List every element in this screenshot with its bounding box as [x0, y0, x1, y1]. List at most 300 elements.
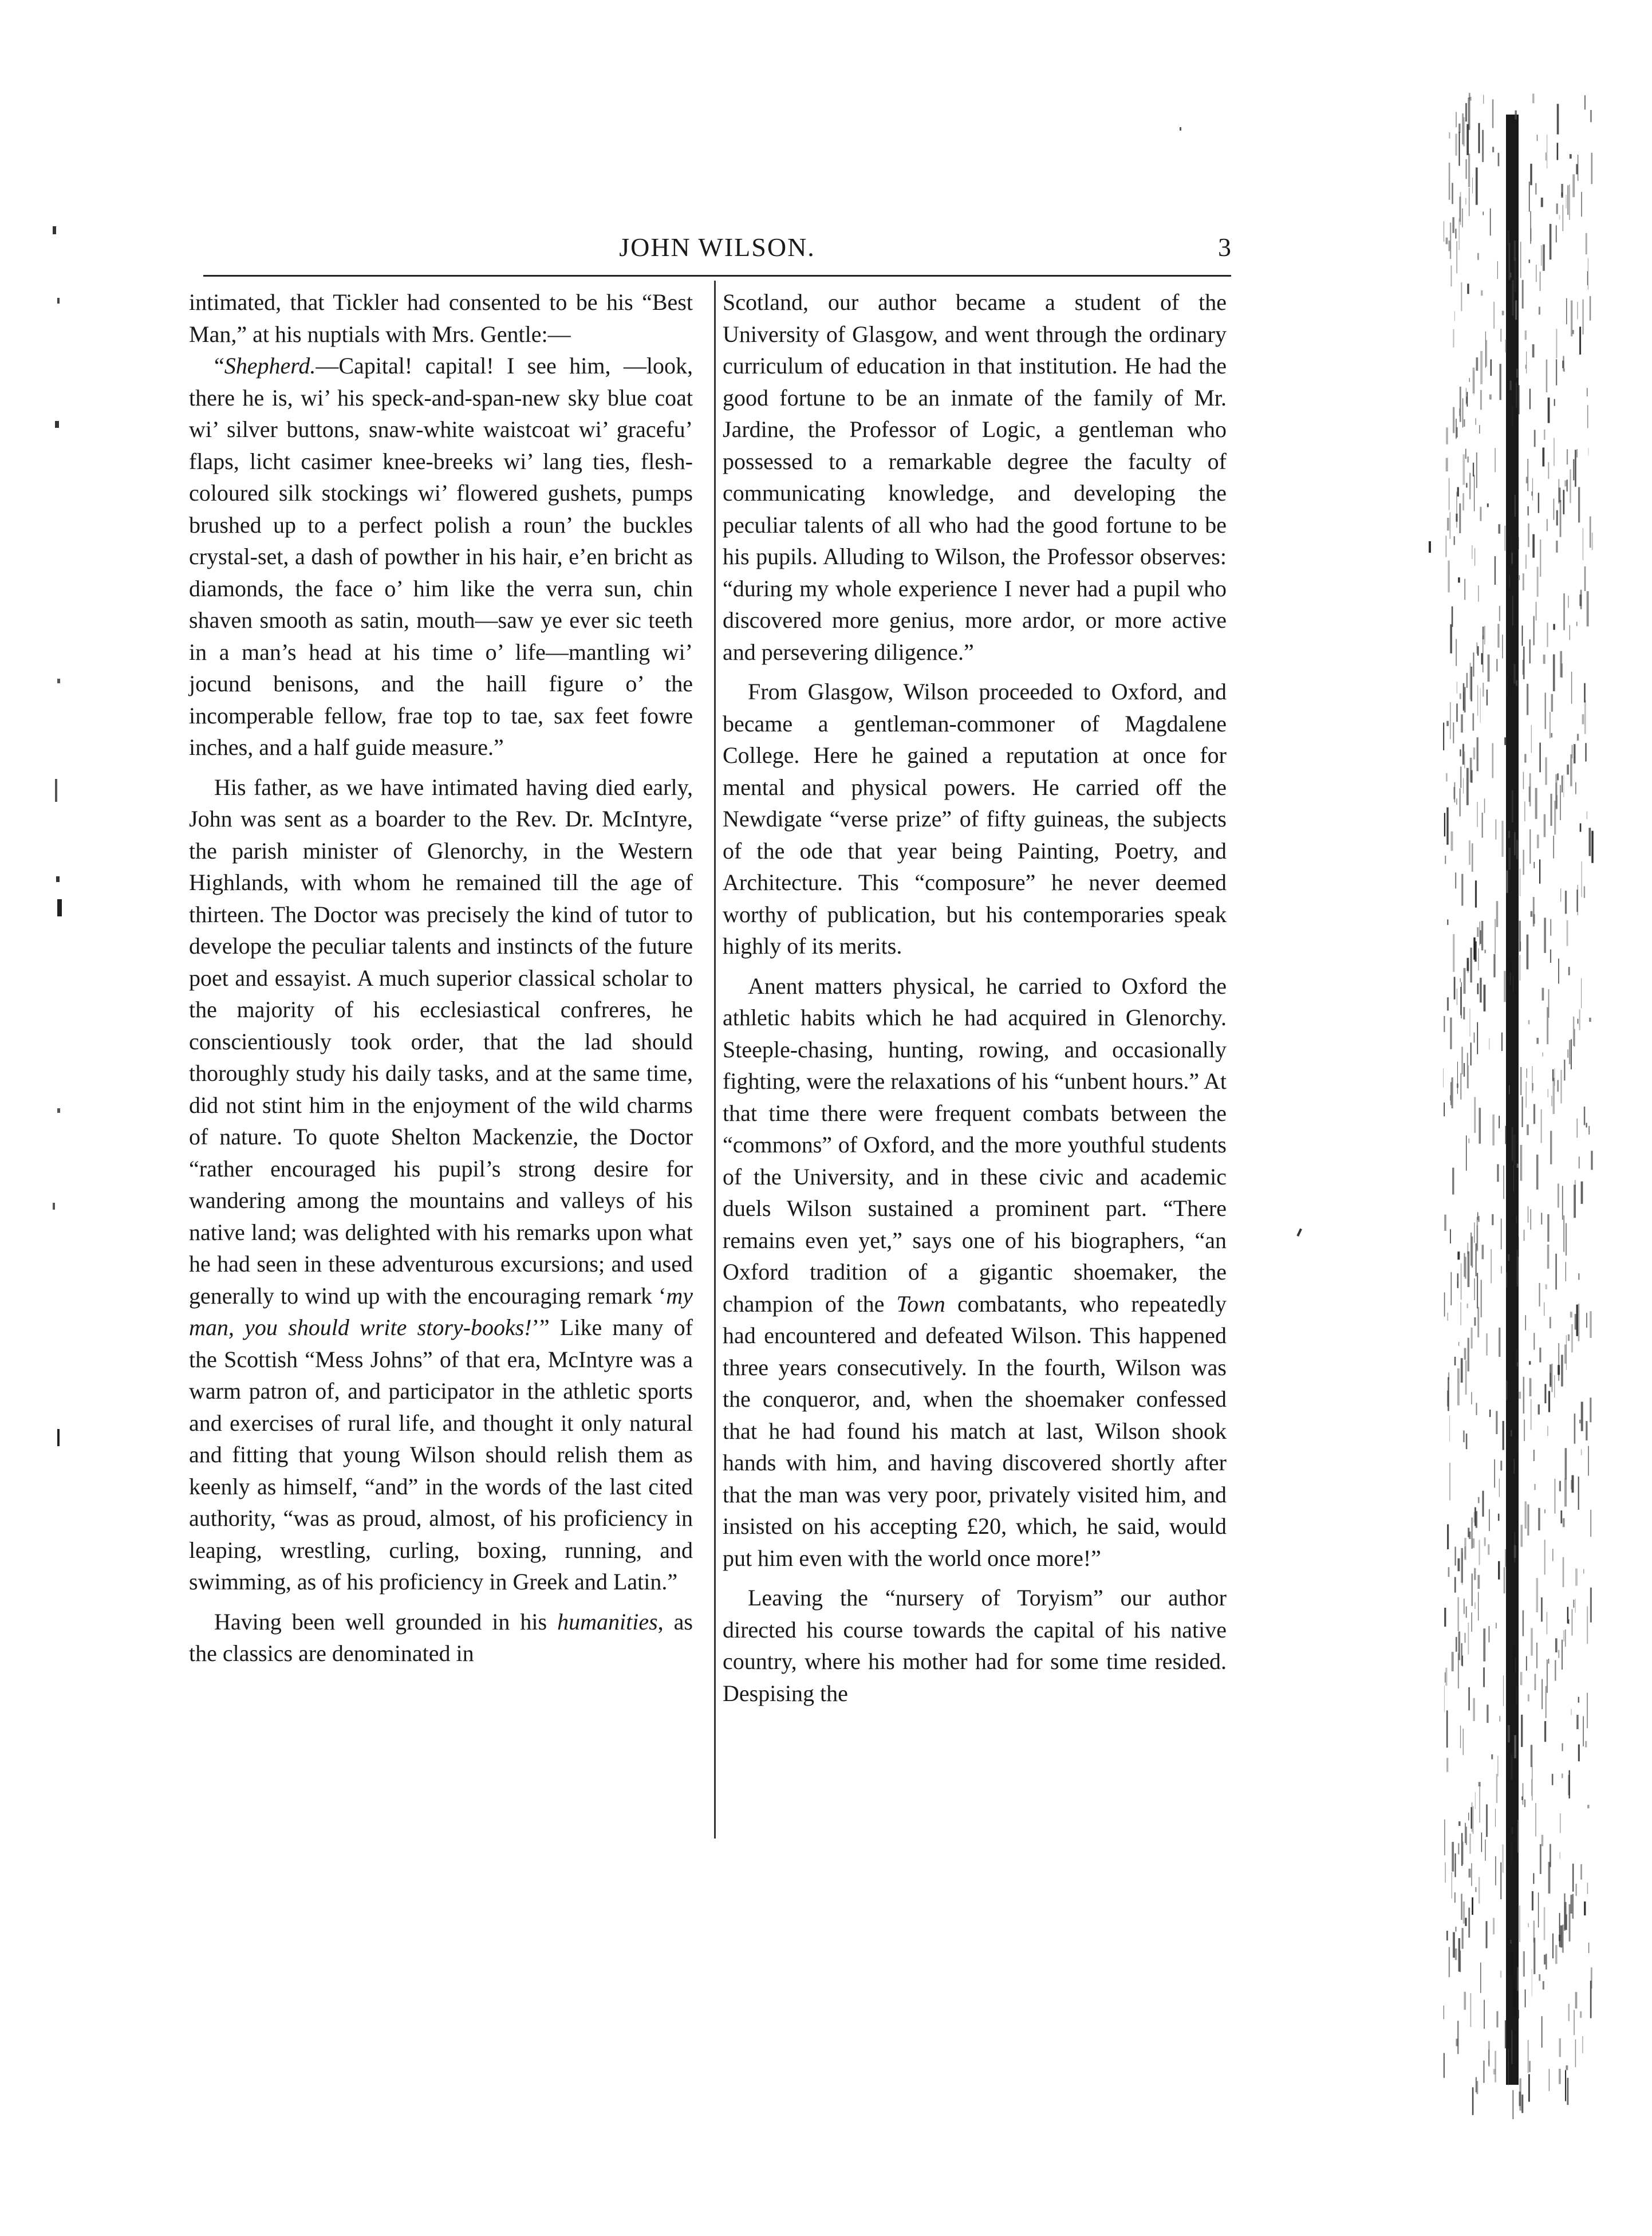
edge-speck [1590, 1510, 1591, 1537]
edge-speck [1499, 1328, 1500, 1357]
edge-speck [1460, 1073, 1462, 1100]
edge-speck [1565, 1629, 1566, 1647]
edge-speck [1449, 1947, 1450, 1977]
edge-speck [1508, 848, 1511, 869]
edge-speck [1458, 124, 1460, 133]
edge-speck [1576, 1305, 1579, 1336]
header-rule [203, 275, 1231, 277]
edge-speck [1511, 959, 1512, 990]
edge-speck [1535, 788, 1537, 819]
edge-speck [1474, 1568, 1476, 1580]
edge-speck [1503, 1421, 1504, 1450]
edge-speck [1541, 1213, 1542, 1225]
edge-speck [1487, 1704, 1488, 1723]
edge-speck [1541, 1597, 1543, 1621]
edge-speck [1544, 1540, 1545, 1574]
edge-speck [1512, 406, 1513, 426]
edge-speck [1448, 561, 1449, 593]
edge-speck [1545, 692, 1546, 729]
edge-speck [1466, 673, 1468, 688]
edge-speck [1560, 1510, 1562, 1524]
edge-speck [1472, 843, 1473, 872]
edge-speck [1477, 1212, 1478, 1220]
edge-speck [1554, 399, 1555, 406]
edge-speck [1585, 743, 1587, 761]
edge-speck [1520, 1145, 1522, 1181]
edge-speck [1465, 103, 1467, 121]
edge-speck [1551, 694, 1554, 712]
edge-speck [1589, 1018, 1591, 1022]
edge-speck [1536, 1578, 1539, 1612]
edge-speck [1569, 184, 1570, 220]
edge-speck [1542, 988, 1544, 1001]
edge-speck [1518, 2010, 1519, 2018]
edge-speck [1474, 548, 1475, 566]
edge-speck [1473, 938, 1475, 960]
edge-speck [1536, 1643, 1537, 1668]
edge-speck [1550, 1317, 1551, 1328]
edge-speck [1482, 1245, 1484, 1259]
edge-speck [1512, 280, 1514, 316]
edge-speck [1583, 1716, 1584, 1746]
edge-speck [1570, 1895, 1572, 1914]
edge-speck [1462, 113, 1464, 144]
edge-speck [1516, 369, 1517, 377]
edge-speck [1511, 1430, 1512, 1436]
edge-speck [1545, 1954, 1547, 1969]
edge-speck [1444, 1608, 1446, 1627]
edge-speck [1472, 1573, 1473, 1606]
edge-speck [1484, 2000, 1485, 2029]
edge-speck [1449, 512, 1450, 539]
edge-speck [1468, 1528, 1469, 1537]
edge-speck [1564, 1060, 1565, 1081]
edge-speck [1465, 449, 1466, 459]
edge-speck [1544, 1509, 1545, 1513]
edge-speck [1493, 954, 1495, 978]
edge-speck [1456, 492, 1457, 528]
edge-speck [1479, 1108, 1481, 1144]
edge-speck [1519, 1392, 1521, 1399]
edge-speck [1516, 870, 1518, 886]
edge-speck [1512, 2090, 1513, 2119]
edge-speck [1571, 1709, 1572, 1715]
edge-speck [1528, 1206, 1529, 1223]
edge-speck [1579, 1009, 1580, 1030]
left-paragraph-1: intimated, that Tickler had consented to be his “Best Man,” at his nuptials with Mrs. Gentle:— [189, 289, 693, 347]
edge-speck [1527, 459, 1528, 491]
edge-speck [1477, 1022, 1478, 1054]
edge-speck [1568, 967, 1570, 975]
edge-speck [1492, 1115, 1495, 1145]
edge-speck [1541, 2016, 1543, 2048]
edge-speck [1447, 997, 1449, 1010]
edge-speck [1504, 1567, 1505, 1593]
edge-speck [1529, 786, 1531, 802]
edge-speck [1574, 744, 1576, 763]
edge-speck [1500, 1716, 1501, 1722]
edge-speck [1538, 1892, 1539, 1927]
edge-speck [1468, 1338, 1469, 1372]
edge-speck [1454, 1547, 1456, 1566]
edge-speck [1584, 1902, 1586, 1915]
edge-speck [1461, 1893, 1462, 1920]
edge-speck [1557, 104, 1559, 134]
edge-speck [1453, 787, 1455, 799]
edge-speck [1452, 607, 1453, 627]
edge-speck [1550, 1131, 1552, 1164]
edge-speck [1456, 798, 1457, 805]
edge-speck [1538, 493, 1539, 513]
edge-speck [1533, 1104, 1535, 1124]
edge-speck [1533, 1450, 1535, 1461]
edge-speck [1550, 712, 1551, 738]
edge-speck [1592, 533, 1593, 550]
edge-speck [1559, 2069, 1561, 2084]
edge-speck [1491, 359, 1492, 376]
edge-speck [1522, 625, 1523, 645]
edge-speck [1446, 238, 1448, 245]
edge-speck [1529, 1378, 1532, 1396]
edge-speck [1567, 449, 1568, 464]
edge-speck [1495, 1809, 1496, 1826]
edge-speck [1473, 652, 1474, 676]
edge-speck [1523, 772, 1524, 789]
edge-speck [1510, 273, 1511, 278]
edge-speck [1461, 282, 1462, 311]
edge-speck [1475, 1887, 1477, 1892]
edge-speck [1562, 775, 1563, 792]
edge-speck [1452, 1842, 1454, 1872]
edge-speck [1516, 1350, 1517, 1367]
edge-speck [1516, 382, 1517, 407]
edge-speck [1472, 2087, 1474, 2115]
edge-speck [1477, 1217, 1478, 1251]
edge-speck [1540, 271, 1541, 291]
paragraph-text: His father, as we have intimated having died early, John was sent as a boarder to the Rev. Dr. McIntyre, the parish minister of Glenorchy, in the Western Highlands, with whom he remained till the age of thirteen. The Doctor was precisely the kind of tutor to develope the peculiar talents and instincts of the future poet and essayist. A much superior classical scholar to the majority of his ecclesiastical confreres, he conscientiously took order, that the lad should thoroughly study his daily tasks, and at the same time, did not stint him in the enjoyment of the wild charms of nature. To quote Shelton Mackenzie, the Doctor “rather encouraged his pupil’s strong desire for wandering among the mountains and valleys of his native land; was delighted with his remarks upon what he had seen in these adventurous excursions; and used generally to wind up with the encouraging remark ‘ [189, 774, 693, 1309]
edge-speck [1560, 1813, 1561, 1833]
edge-speck [1468, 1065, 1469, 1089]
edge-speck [1579, 1420, 1580, 1423]
edge-speck [1524, 1800, 1525, 1807]
edge-speck [1481, 1833, 1482, 1852]
edge-speck [1548, 1391, 1550, 1412]
edge-speck [1522, 280, 1524, 309]
edge-speck [1466, 1304, 1468, 1308]
edge-speck [1454, 1577, 1456, 1593]
edge-speck [1505, 340, 1507, 353]
edge-speck [1477, 737, 1478, 771]
edge-speck [1563, 205, 1564, 231]
edge-speck [1496, 659, 1497, 672]
edge-speck [1574, 1185, 1576, 1218]
edge-speck [1471, 1518, 1473, 1549]
edge-speck [1490, 208, 1491, 236]
edge-speck [1526, 554, 1527, 569]
edge-speck [1552, 1774, 1554, 1785]
edge-speck [1519, 575, 1520, 580]
edge-speck [1546, 360, 1548, 392]
edge-speck [1532, 534, 1535, 558]
edge-speck [1464, 1063, 1465, 1077]
edge-speck [1444, 1215, 1446, 1231]
edge-speck [1505, 1126, 1507, 1144]
edge-speck [1477, 685, 1478, 715]
edge-speck [1485, 950, 1486, 953]
edge-speck [1542, 1053, 1543, 1057]
left-paragraph-3 [189, 771, 693, 1598]
edge-speck [1508, 1725, 1510, 1742]
edge-speck [1482, 130, 1484, 162]
edge-speck [1556, 225, 1557, 242]
edge-speck [1483, 635, 1484, 672]
edge-speck [1588, 1126, 1590, 1135]
edge-speck [1590, 1398, 1591, 1422]
edge-speck [1519, 385, 1520, 414]
edge-speck [1475, 1243, 1477, 1277]
edge-speck [1534, 430, 1536, 447]
edge-speck [1483, 212, 1484, 215]
paragraph-text: Having been well grounded in his [214, 1608, 558, 1635]
edge-speck [1556, 510, 1558, 526]
edge-speck [1474, 1097, 1476, 1133]
edge-speck [1529, 389, 1531, 410]
edge-speck [1504, 971, 1506, 1002]
edge-speck [1573, 1600, 1574, 1608]
edge-speck [1535, 1674, 1536, 1691]
edge-speck [1523, 1611, 1524, 1636]
edge-speck [1539, 307, 1540, 315]
edge-speck [1495, 919, 1496, 954]
edge-speck [1462, 208, 1463, 227]
edge-speck [1443, 723, 1444, 750]
edge-speck [1476, 357, 1478, 371]
edge-speck [1524, 801, 1525, 821]
edge-speck [1453, 329, 1454, 348]
edge-speck [1482, 813, 1483, 838]
edge-speck [1466, 768, 1469, 805]
edge-speck [1463, 692, 1464, 710]
edge-speck [1496, 901, 1499, 927]
edge-speck [1566, 2065, 1568, 2070]
edge-speck [1560, 888, 1561, 902]
left-paragraph-4 [189, 1606, 693, 1670]
edge-speck [1498, 524, 1500, 534]
edge-speck [1454, 311, 1455, 321]
paragraph-text: combatants, who repeatedly had encountered and defeated Wilson. This happened three years consecutively. In the fourth, Wilson was the conqueror, and, when the shoemaker confessed that he had found his match at last, Wilson shook hands with him, and having discovered shortly after that the man was very poor, privately visited him, and insisted on his accepting £20, which, he said, would put him even with the world once more!” [723, 1290, 1227, 1571]
edge-speck [1553, 836, 1554, 859]
paragraph-text: Anent matters physical, he carried to Oxford the athletic habits which he had acquired in Glenorchy. Steeple-chasing, hunting, rowing, and occasionally fighting, were the relaxations of his “unbent hours.” At that time there were frequent combats between the “commons” of Oxford, and the more youthful students of the University, and in these civic and academic duels Wilson sustained a prominent part. “There remains even yet,” says one of his biographers, “an Oxford tradition of a gigantic shoemaker, the champion of the [723, 973, 1227, 1317]
edge-speck [1459, 196, 1461, 222]
edge-speck [1514, 1459, 1515, 1474]
edge-speck [1472, 178, 1473, 193]
edge-speck [1537, 834, 1539, 848]
edge-speck [1511, 1754, 1513, 1780]
edge-speck [1563, 1557, 1564, 1587]
edge-speck [1544, 814, 1546, 837]
edge-speck [1453, 407, 1454, 434]
edge-speck [1577, 734, 1579, 741]
edge-speck [1528, 1923, 1529, 1927]
edge-speck [1505, 2020, 1506, 2048]
edge-speck [1463, 1007, 1465, 1019]
edge-speck [1517, 1237, 1519, 1257]
edge-speck [1553, 654, 1555, 691]
edge-speck [1464, 1253, 1465, 1277]
edge-speck [1534, 1484, 1536, 1490]
edge-speck [1541, 245, 1542, 266]
edge-speck [1571, 672, 1572, 704]
edge-speck [1578, 1273, 1580, 1280]
edge-speck [1584, 95, 1586, 109]
edge-speck [1474, 1278, 1475, 1300]
edge-speck [1469, 378, 1470, 382]
edge-speck [1445, 536, 1446, 557]
edge-speck [1448, 241, 1450, 251]
edge-speck [1513, 664, 1515, 683]
edge-speck [1567, 1607, 1568, 1624]
edge-speck [1517, 1164, 1519, 1168]
edge-speck [1515, 111, 1517, 120]
edge-speck [1483, 1628, 1485, 1662]
edge-speck [1531, 1745, 1533, 1767]
edge-speck [1458, 1632, 1461, 1660]
speaker-name: Shepherd. [224, 353, 316, 379]
edge-speck [1499, 1116, 1500, 1128]
edge-speck [1526, 477, 1528, 483]
edge-speck [1548, 1659, 1549, 1664]
edge-speck [1565, 891, 1567, 914]
edge-speck [1470, 948, 1472, 983]
edge-speck [1562, 1924, 1564, 1952]
edge-speck [1547, 1245, 1550, 1269]
edge-speck [1515, 1990, 1516, 2014]
edge-speck [1571, 1324, 1573, 1352]
edge-speck [1475, 880, 1477, 907]
edge-speck [1532, 1066, 1533, 1093]
edge-speck [1478, 1782, 1481, 1786]
edge-speck [1497, 624, 1499, 648]
edge-speck [1477, 1307, 1479, 1337]
edge-speck [1526, 352, 1527, 373]
edge-speck [1559, 1481, 1561, 1491]
edge-speck [1565, 2070, 1566, 2101]
edge-speck [1561, 184, 1563, 198]
edge-speck [1552, 1934, 1554, 1959]
edge-speck [1493, 302, 1495, 329]
edge-speck [1541, 1679, 1542, 1710]
edge-speck [1539, 1348, 1541, 1363]
edge-speck [1552, 1549, 1553, 1561]
edge-speck [1450, 1229, 1451, 1243]
edge-speck [1445, 856, 1446, 864]
edge-speck [1484, 985, 1486, 1011]
edge-speck [1447, 1524, 1449, 1549]
edge-speck [1462, 744, 1464, 765]
page-header [203, 232, 1231, 275]
edge-speck [1450, 624, 1452, 654]
edge-speck [1528, 2040, 1529, 2073]
edge-speck [1574, 1414, 1576, 1444]
edge-speck [1469, 840, 1470, 865]
edge-speck [1458, 577, 1460, 582]
edge-speck [1465, 1918, 1466, 1926]
edge-speck [1527, 684, 1528, 715]
edge-speck [1529, 182, 1530, 212]
edge-speck [1533, 1920, 1535, 1942]
edge-speck [1507, 676, 1508, 696]
edge-speck [1474, 1033, 1475, 1043]
edge-speck [1471, 770, 1473, 783]
edge-speck [1569, 1770, 1570, 1798]
edge-speck [1495, 820, 1496, 840]
edge-speck [1451, 1272, 1452, 1305]
edge-speck [1534, 862, 1535, 868]
edge-speck [1569, 1040, 1571, 1064]
edge-speck [1483, 683, 1484, 697]
edge-speck [1444, 1016, 1445, 1032]
edge-speck [1480, 688, 1481, 723]
edge-speck [1457, 1368, 1460, 1406]
edge-speck [1590, 110, 1592, 122]
edge-speck [1530, 1209, 1531, 1230]
edge-speck [1493, 2069, 1496, 2074]
edge-speck [1591, 153, 1593, 184]
edge-speck [1516, 1687, 1517, 1704]
edge-speck [1580, 824, 1582, 832]
edge-speck [1516, 196, 1518, 209]
edge-speck [1549, 2069, 1550, 2091]
edge-speck [1470, 1993, 1471, 2027]
edge-speck [1532, 1891, 1533, 1911]
edge-speck [1565, 1448, 1567, 1479]
edge-speck [1476, 452, 1477, 488]
edge-speck [1527, 935, 1529, 970]
edge-speck [1543, 655, 1545, 664]
edge-speck [1528, 1694, 1529, 1701]
edge-speck [1566, 195, 1567, 208]
edge-speck [1485, 1840, 1486, 1861]
edge-speck [1523, 573, 1524, 591]
edge-speck [1564, 1478, 1567, 1506]
edge-speck [1517, 1967, 1518, 1991]
edge-speck [1501, 821, 1503, 857]
edge-speck [1531, 1399, 1532, 1430]
edge-speck [1466, 396, 1468, 403]
edge-speck [1451, 265, 1452, 286]
edge-speck [1578, 1304, 1580, 1341]
edge-speck [1512, 596, 1513, 626]
edge-speck [1479, 1786, 1480, 1822]
edge-speck [1446, 458, 1448, 471]
edge-speck [1525, 1989, 1526, 2007]
edge-speck [1523, 1377, 1525, 1414]
edge-speck [1509, 575, 1511, 587]
edge-speck [1524, 1420, 1525, 1442]
edge-speck [1530, 164, 1532, 186]
edge-speck [1449, 1415, 1450, 1442]
right-paragraph-1: Scotland, our author became a student of the University of Glasgow, and went through the ordinary curriculum of education in that institution. He had the good fortune to be an inmate of the family of Mr. Jardine, the Professor of Logic, a gentleman who possessed to a remarkable degree the faculty of communicating knowledge, and developing the peculiar talents of all who had the good fortune to be his pupils. Alluding to Wilson, the Professor observes: “during my whole experience I never had a pupil who discovered more genius, more ardor, or more active and persevering diligence.” [723, 289, 1227, 665]
edge-speck [1551, 1096, 1552, 1106]
edge-speck [1473, 1806, 1474, 1834]
edge-speck [1544, 430, 1545, 440]
edge-speck [1562, 1186, 1563, 1219]
edge-speck [1461, 1047, 1463, 1074]
edge-speck [1468, 1908, 1470, 1938]
edge-speck [1556, 541, 1558, 553]
edge-speck [1467, 958, 1469, 971]
edge-speck [1446, 808, 1448, 845]
